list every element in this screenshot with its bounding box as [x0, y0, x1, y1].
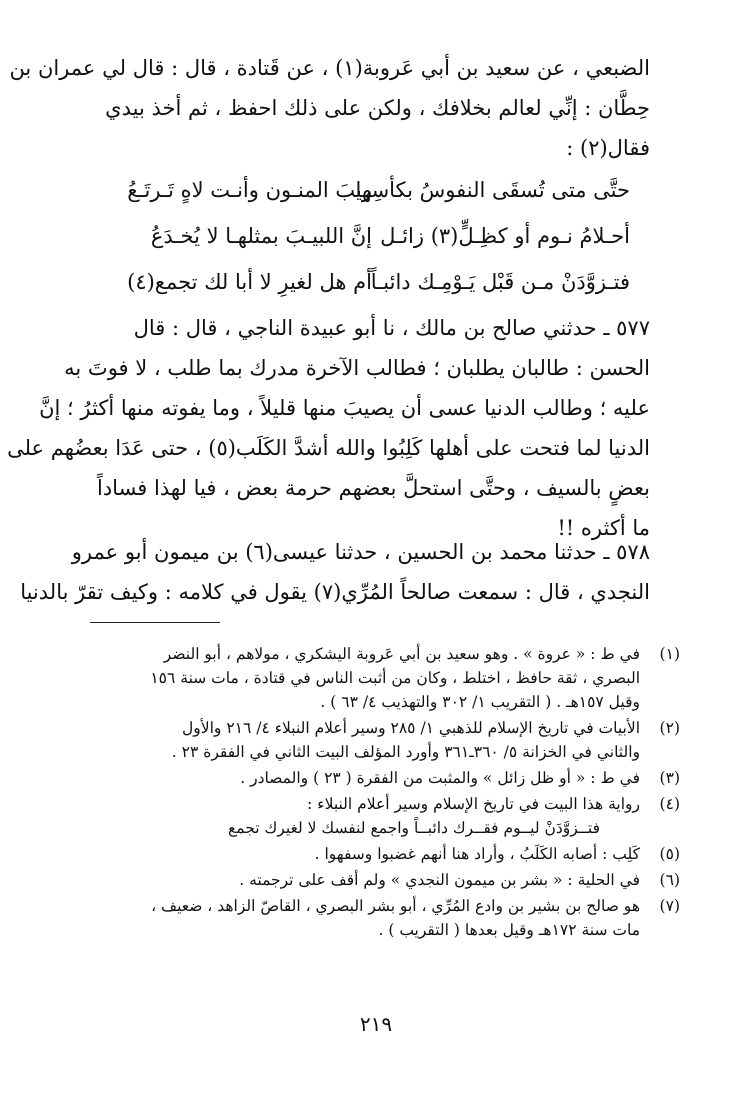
footnote-line: والثاني في الخزانة ٥/ ٣٦٠ـ٣٦١ وأورد المؤلف البيت الثاني في الفقرة ٢٣ .: [171, 743, 640, 761]
footnote: [80, 842, 680, 866]
footnote-number: (٣): [659, 769, 680, 787]
footnote: [80, 642, 680, 714]
footnotes: [80, 642, 680, 944]
text-line: النجدي ، قال : سمعت صالحاً المُرِّي(٧) يقول في كلامه : وكيف تقرّ بالدنيا: [20, 580, 650, 604]
text-line: بعضٍ بالسيف ، وحتَّى استحلَّ بعضهم حرمة بعض ، فيا لهذا فساداً: [96, 476, 650, 500]
footnote-divider: [90, 622, 220, 623]
verse-second-hemistich: أم هل لغيرِ لا أبا لك تجمع(٤): [127, 270, 372, 294]
footnote-line: البصري ، ثقة حافظ ، اختلط ، وكان من أثبت الناس في قتادة ، مات سنة ١٥٦: [150, 669, 640, 687]
text-line: الدنيا لما فتحت على أهلها كَلِبُوا والله أشدَّ الكَلَب(٥) ، حتى عَدَا بعضُهم على: [7, 436, 650, 460]
footnote-line: في الحلية : « بشر بن ميمون النجدي » ولم أقف على ترجمته .: [239, 871, 640, 889]
text-line: ٥٧٨ ـ حدثنا محمد بن الحسين ، حدثنا عيسى(٦) بن ميمون أبو عمرو: [71, 540, 650, 564]
verse-first-hemistich: أحـلامُ نـوم أو كظِـلٍّ(٣) زائـل: [380, 224, 630, 248]
footnote-line: رواية هذا البيت في تاريخ الإسلام وسير أعلام النبلاء :: [307, 795, 640, 813]
verse-second-hemistich: إنَّ اللبيـبَ بمثلهـا لا يُخـدَعُ: [150, 224, 372, 248]
footnote: [80, 792, 680, 840]
poem-verse: [102, 170, 650, 210]
footnote-number: (٦): [659, 871, 680, 889]
paragraph-578: [20, 532, 650, 612]
text-line: الضبعي ، عن سعيد بن أبي عَروبة(١) ، عن قَتادة ، قال : قال لي عمران بن: [9, 56, 650, 80]
verse-first-hemistich: فتـزوَّدَنْ مـن قَبْل يَـوْمِـك دائبـاً: [370, 270, 630, 294]
footnote-line: في ط : « أو ظل زائل » والمثبت من الفقرة ( ٢٣ ) والمصادر .: [240, 769, 640, 787]
footnote-line: كَلِب : أصابه الكَلَبُ ، وأراد هنا أنهم غضبوا وسفهوا .: [314, 845, 640, 863]
footnote: [80, 868, 680, 892]
footnote: [80, 716, 680, 764]
text-line: فقال(٢) :: [566, 136, 650, 160]
poem-verse: [102, 216, 650, 256]
paragraph-577: [7, 308, 650, 548]
footnote-line: في ط : « عروة » . وهو سعيد بن أبي عَروبة اليشكري ، مولاهم ، أبو النضر: [163, 645, 640, 663]
footnote-line: الأبيات في تاريخ الإسلام للذهبي ١/ ٢٨٥ وسير أعلام النبلاء ٤/ ٢١٦ والأول: [182, 719, 640, 737]
poem-verse: [102, 262, 650, 302]
page-number: ٢١٩: [359, 1012, 393, 1036]
text-line: الحسن : طالبان يطلبان ؛ فطالب الآخرة مدرك بما طلب ، لا فوتَ به: [64, 356, 650, 380]
footnote: [80, 766, 680, 790]
verse-first-hemistich: حتَّى متى تُسقَى النفوسُ بكأسِها: [355, 178, 630, 202]
text-line: ما أكثره !!: [557, 516, 650, 540]
footnote-number: (٧): [659, 897, 680, 915]
text-line: ٥٧٧ ـ حدثني صالح بن مالك ، نا أبو عبيدة الناجي ، قال : قال: [133, 316, 650, 340]
verse-second-hemistich: ريبَ المنـون وأنـت لاهٍ تَـرتَـعُ: [127, 178, 372, 202]
footnote-number: (٤): [659, 795, 680, 813]
footnote-number: (٢): [659, 719, 680, 737]
text-line: عليه ؛ وطالب الدنيا عسى أن يصيبَ منها قليلاً ، وما يفوته منها أكثرُ ؛ إنَّ: [39, 396, 650, 420]
footnote-number: (١): [659, 645, 680, 663]
footnote-verse: فتــزوَّدَنْ ليــوم فقــرك دائبــاً واجمع لنفسك لا لغيرك تجمع: [228, 819, 600, 837]
footnote-line: هو صالح بن بشير بن وادع المُرِّي ، أبو بشر البصري ، القاصّ الزاهد ، ضعيف ،: [151, 897, 640, 915]
footnote-line: مات سنة ١٧٢هـ وقيل بعدها ( التقريب ) .: [378, 921, 640, 939]
footnote: [80, 894, 680, 942]
intro-paragraph: [9, 48, 650, 168]
text-line: حِطَّان : إنِّي لعالم بخلافك ، ولكن على ذلك احفظ ، ثم أخذ بيدي: [105, 96, 650, 120]
footnote-line: وقيل ١٥٧هـ . ( التقريب ١/ ٣٠٢ والتهذيب ٤/ ٦٣ ) .: [320, 693, 640, 711]
footnote-number: (٥): [659, 845, 680, 863]
